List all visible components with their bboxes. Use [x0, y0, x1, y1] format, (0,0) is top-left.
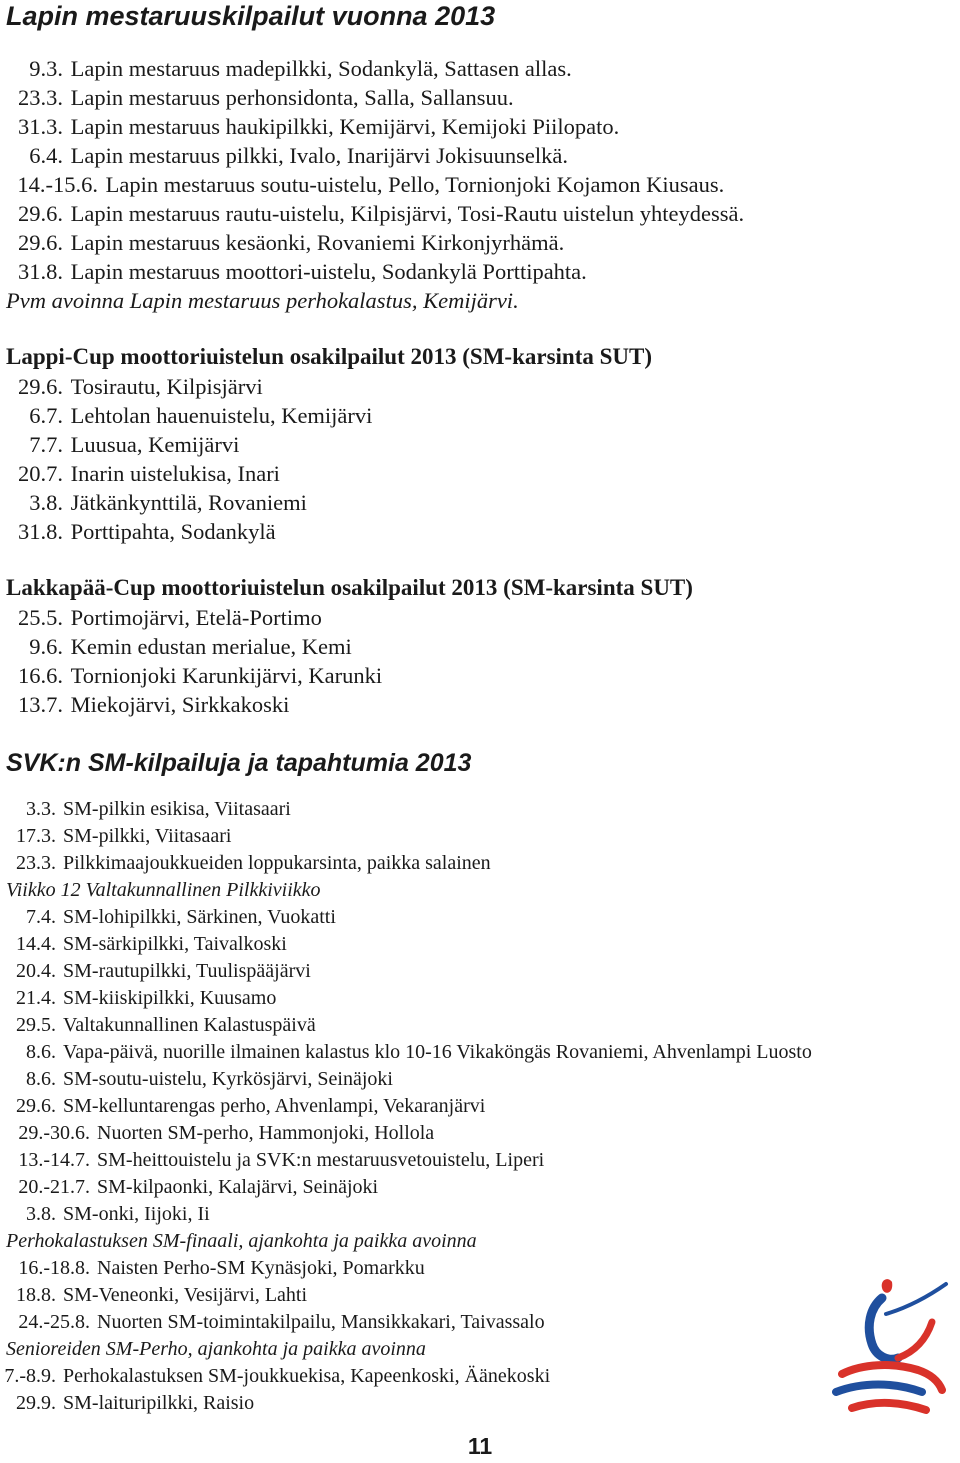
- list-item: 8.6. SM-soutu-uistelu, Kyrkösjärvi, Seinäjoki: [26, 1068, 393, 1090]
- list-item-note: Viikko 12 Valtakunnallinen Pilkkiviikko: [6, 879, 321, 901]
- list-item: 7.7. Luusua, Kemijärvi: [29, 432, 240, 457]
- list-item: 18.8. SM-Veneonki, Vesijärvi, Lahti: [16, 1284, 308, 1306]
- list-item: 3.8. SM-onki, Iijoki, Ii: [26, 1203, 210, 1225]
- list-item: 9.6. Kemin edustan merialue, Kemi: [29, 634, 352, 659]
- list-item: 21.4. SM-kiiskipilkki, Kuusamo: [16, 987, 277, 1009]
- list-item: 13.7. Miekojärvi, Sirkkakoski: [18, 692, 290, 717]
- list-item: 29.6. Tosirautu, Kilpisjärvi: [18, 374, 263, 399]
- list-item: 25.5. Portimojärvi, Etelä-Portimo: [18, 605, 322, 630]
- list-item: 17.3. SM-pilkki, Viitasaari: [16, 825, 232, 847]
- page-number: 11: [467, 1433, 493, 1459]
- list-item: 3.8. Jätkänkynttilä, Rovaniemi: [29, 490, 307, 515]
- list-item: 29.-30.6. Nuorten SM-perho, Hammonjoki, Hollola: [18, 1122, 435, 1144]
- list-item: 29.5. Valtakunnallinen Kalastuspäivä: [16, 1014, 316, 1036]
- list-item: 31.3. Lapin mestaruus haukipilkki, Kemijärvi, Kemijoki Piilopato.: [18, 114, 620, 139]
- list-item: 29.6. Lapin mestaruus rautu-uistelu, Kilpisjärvi, Tosi-Rautu uistelun yhteydessä.: [18, 201, 745, 226]
- list-item: 24.-25.8. Nuorten SM-toimintakilpailu, Mansikkakari, Taivassalo: [18, 1311, 545, 1333]
- list-item: 31.8. Porttipahta, Sodankylä: [18, 519, 276, 544]
- list-item: 3.3. SM-pilkin esikisa, Viitasaari: [26, 798, 291, 820]
- lapin-list: [0, 54, 744, 315]
- list-item: 16.-18.8. Naisten Perho-SM Kynäsjoki, Pomarkku: [18, 1257, 425, 1279]
- list-item: 31.8. Lapin mestaruus moottori-uistelu, Sodankylä Porttipahta.: [18, 259, 587, 284]
- list-item: 7.-8.9. Perhokalastuksen SM-joukkuekisa, Kapeenkoski, Äänekoski: [4, 1365, 551, 1387]
- list-item: 23.3. Lapin mestaruus perhonsidonta, Salla, Sallansuu.: [18, 85, 514, 110]
- list-item-note: Senioreiden SM-Perho, ajankohta ja paikka avoinna: [6, 1338, 426, 1360]
- list-item: 29.9. SM-laituripilkki, Raisio: [16, 1392, 255, 1414]
- angler-logo-icon: [822, 1278, 954, 1418]
- list-item: 6.4. Lapin mestaruus pilkki, Ivalo, Inarijärvi Jokisuunselkä.: [29, 143, 569, 168]
- lappi-cup-list: [0, 372, 372, 546]
- list-item-note: Pvm avoinna Lapin mestaruus perhokalastus, Kemijärvi.: [6, 288, 519, 313]
- svk-heading: SVK:n SM-kilpailuja ja tapahtumia 2013: [6, 749, 472, 777]
- page-title: Lapin mestaruuskilpailut vuonna 2013: [6, 1, 496, 31]
- list-item: 29.6. Lapin mestaruus kesäonki, Rovaniemi Kirkonjyrhämä.: [18, 230, 565, 255]
- lakkapaa-cup-heading: Lakkapää-Cup moottoriuistelun osakilpailut 2013 (SM-karsinta SUT): [6, 575, 693, 600]
- list-item: 13.-14.7. SM-heittouistelu ja SVK:n mestaruusvetouistelu, Liperi: [18, 1149, 545, 1171]
- svk-list: [0, 796, 812, 1417]
- list-item-note: Perhokalastuksen SM-finaali, ajankohta ja paikka avoinna: [6, 1230, 477, 1252]
- list-item: 29.6. SM-kelluntarengas perho, Ahvenlampi, Vekaranjärvi: [16, 1095, 486, 1117]
- list-item: 20.7. Inarin uistelukisa, Inari: [18, 461, 280, 486]
- list-item: 14.4. SM-särkipilkki, Taivalkoski: [16, 933, 287, 955]
- list-item: 23.3. Pilkkimaajoukkueiden loppukarsinta, paikka salainen: [16, 852, 491, 874]
- list-item: 9.3. Lapin mestaruus madepilkki, Sodankylä, Sattasen allas.: [29, 56, 572, 81]
- lakkapaa-cup-list: [0, 603, 382, 719]
- list-item: 20.4. SM-rautupilkki, Tuulispääjärvi: [16, 960, 311, 982]
- list-item: 7.4. SM-lohipilkki, Särkinen, Vuokatti: [26, 906, 336, 928]
- list-item: 14.-15.6. Lapin mestaruus soutu-uistelu, Pello, Tornionjoki Kojamon Kiusaus.: [17, 172, 725, 197]
- list-item: 20.-21.7. SM-kilpaonki, Kalajärvi, Seinäjoki: [18, 1176, 379, 1198]
- lappi-cup-heading: Lappi-Cup moottoriuistelun osakilpailut 2013 (SM-karsinta SUT): [6, 344, 653, 369]
- list-item: 6.7. Lehtolan hauenuistelu, Kemijärvi: [29, 403, 373, 428]
- list-item: 16.6. Tornionjoki Karunkijärvi, Karunki: [18, 663, 383, 688]
- list-item: 8.6. Vapa-päivä, nuorille ilmainen kalastus klo 10-16 Vikaköngäs Rovaniemi, Ahvenlampi Luosto: [26, 1041, 812, 1063]
